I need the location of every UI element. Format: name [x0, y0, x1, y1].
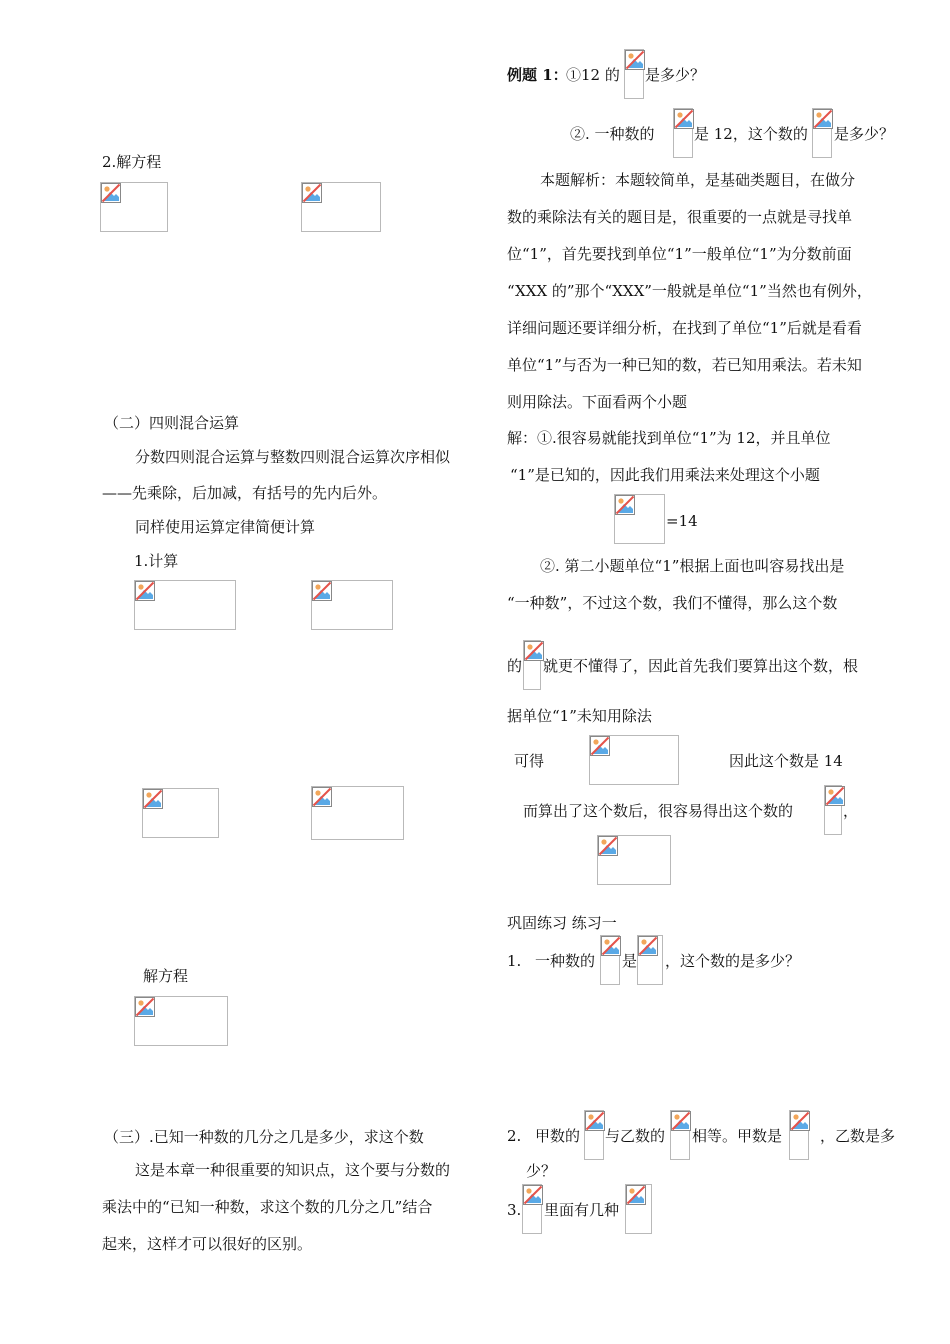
- paragraph-line: ——先乘除，后加减，有括号的先内后外。: [102, 484, 388, 502]
- question-text: 是 12，这个数的: [694, 125, 808, 143]
- practice-text: 里面有几种: [544, 1201, 620, 1219]
- section3-title: （三）.已知一种数的几分之几是多少，求这个数: [104, 1128, 424, 1146]
- analysis-line: 位“1”，首先要找到单位“1”一般单位“1”为分数前面: [507, 245, 852, 263]
- analysis-line: 本题解析：本题较简单，是基础类题目，在做分: [540, 171, 856, 189]
- fraction-image: [637, 935, 663, 985]
- fraction-image: [625, 1184, 652, 1234]
- fraction-image: [824, 785, 842, 835]
- solution-line: 解：①.很容易就能找到单位“1”为 12，并且单位: [507, 429, 831, 447]
- solution-line: 就更不懂得了，因此首先我们要算出这个数，根: [543, 657, 859, 675]
- solution-line: 而算出了这个数后，很容易得出这个数的: [523, 802, 794, 820]
- formula-image: [597, 835, 671, 885]
- practice-text: 甲数的: [535, 1127, 581, 1145]
- practice-text: 是: [622, 952, 638, 970]
- analysis-line: “XXX 的”那个“XXX”一般就是单位“1”当然也有例外，: [507, 282, 872, 300]
- section2-title: （二）四则混合运算: [104, 414, 240, 432]
- paragraph-line: 乘法中的“已知一种数，求这个数的几分之几”结合: [102, 1198, 433, 1216]
- calc-image: [311, 786, 404, 840]
- fraction-image: [670, 1110, 690, 1160]
- solution-result: =14: [666, 512, 698, 530]
- practice-number: 3.: [507, 1201, 522, 1219]
- calc-heading: 1.计算: [134, 552, 179, 570]
- paragraph-line: 这是本章一种很重要的知识点，这个要与分数的: [135, 1161, 451, 1179]
- analysis-line: 则用除法。下面看两个小题: [507, 393, 688, 411]
- solution-line: ②. 第二小题单位“1”根据上面也叫容易找出是: [540, 557, 845, 575]
- solve-equation-heading: 2.解方程: [102, 153, 162, 171]
- solution-line: “一种数”，不过这个数，我们不懂得，那么这个数: [507, 594, 838, 612]
- fraction-image: [600, 935, 620, 985]
- question-text: 是多少？: [834, 125, 895, 143]
- paragraph-line: 分数四则混合运算与整数四则混合运算次序相似: [135, 448, 451, 466]
- practice-text: 一种数的: [535, 952, 596, 970]
- question-text: ②. 一种数的: [570, 125, 655, 143]
- fraction-image: [624, 49, 644, 99]
- fraction-image: [789, 1110, 809, 1160]
- fraction-image: [673, 108, 693, 158]
- question-text: 是多少？: [645, 66, 706, 84]
- solution-line: 据单位“1”未知用除法: [507, 707, 652, 725]
- number-is-text: 因此这个数是 14: [729, 752, 843, 770]
- fraction-image: [522, 1184, 542, 1234]
- calc-image: [311, 580, 393, 630]
- practice-text: 少？: [526, 1162, 557, 1180]
- example-label: 例题 1：: [507, 66, 568, 84]
- analysis-line: 单位“1”与否为一种已知的数，若已知用乘法。若未知: [507, 356, 862, 374]
- calc-image: [134, 580, 236, 630]
- practice-text: ，乙数是多: [820, 1127, 896, 1145]
- paragraph-line: 起来，这样才可以很好的区别。: [102, 1235, 313, 1253]
- practice-title: 巩固练习 练习一: [507, 914, 617, 932]
- fraction-image: [584, 1110, 604, 1160]
- practice-text: ，这个数的是多少？: [665, 952, 801, 970]
- solution-line: 的: [507, 657, 523, 675]
- can-get-text: 可得: [514, 752, 545, 770]
- practice-number: 2.: [507, 1127, 522, 1145]
- fraction-image: [523, 640, 541, 690]
- formula-image: [614, 494, 665, 544]
- practice-number: 1.: [507, 952, 522, 970]
- equation-image: [134, 996, 228, 1046]
- analysis-line: 详细问题还要详细分析，在找到了单位“1”后就是看看: [507, 319, 862, 337]
- practice-text: 与乙数的: [605, 1127, 666, 1145]
- equation-image: [301, 182, 381, 232]
- formula-image: [589, 735, 679, 785]
- paragraph-line: 同样使用运算定律简便计算: [135, 518, 316, 536]
- calc-image: [142, 788, 219, 838]
- solution-line: “1”是已知的，因此我们用乘法来处理这个小题: [510, 466, 820, 484]
- equation-image: [100, 182, 168, 232]
- solve-equation-heading-2: 解方程: [143, 967, 189, 985]
- question-text: ①12 的: [566, 66, 620, 84]
- practice-text: 相等。甲数是: [692, 1127, 783, 1145]
- fraction-image: [812, 108, 832, 158]
- solution-line: ，: [843, 802, 859, 820]
- analysis-line: 数的乘除法有关的题目是，很重要的一点就是寻找单: [507, 208, 853, 226]
